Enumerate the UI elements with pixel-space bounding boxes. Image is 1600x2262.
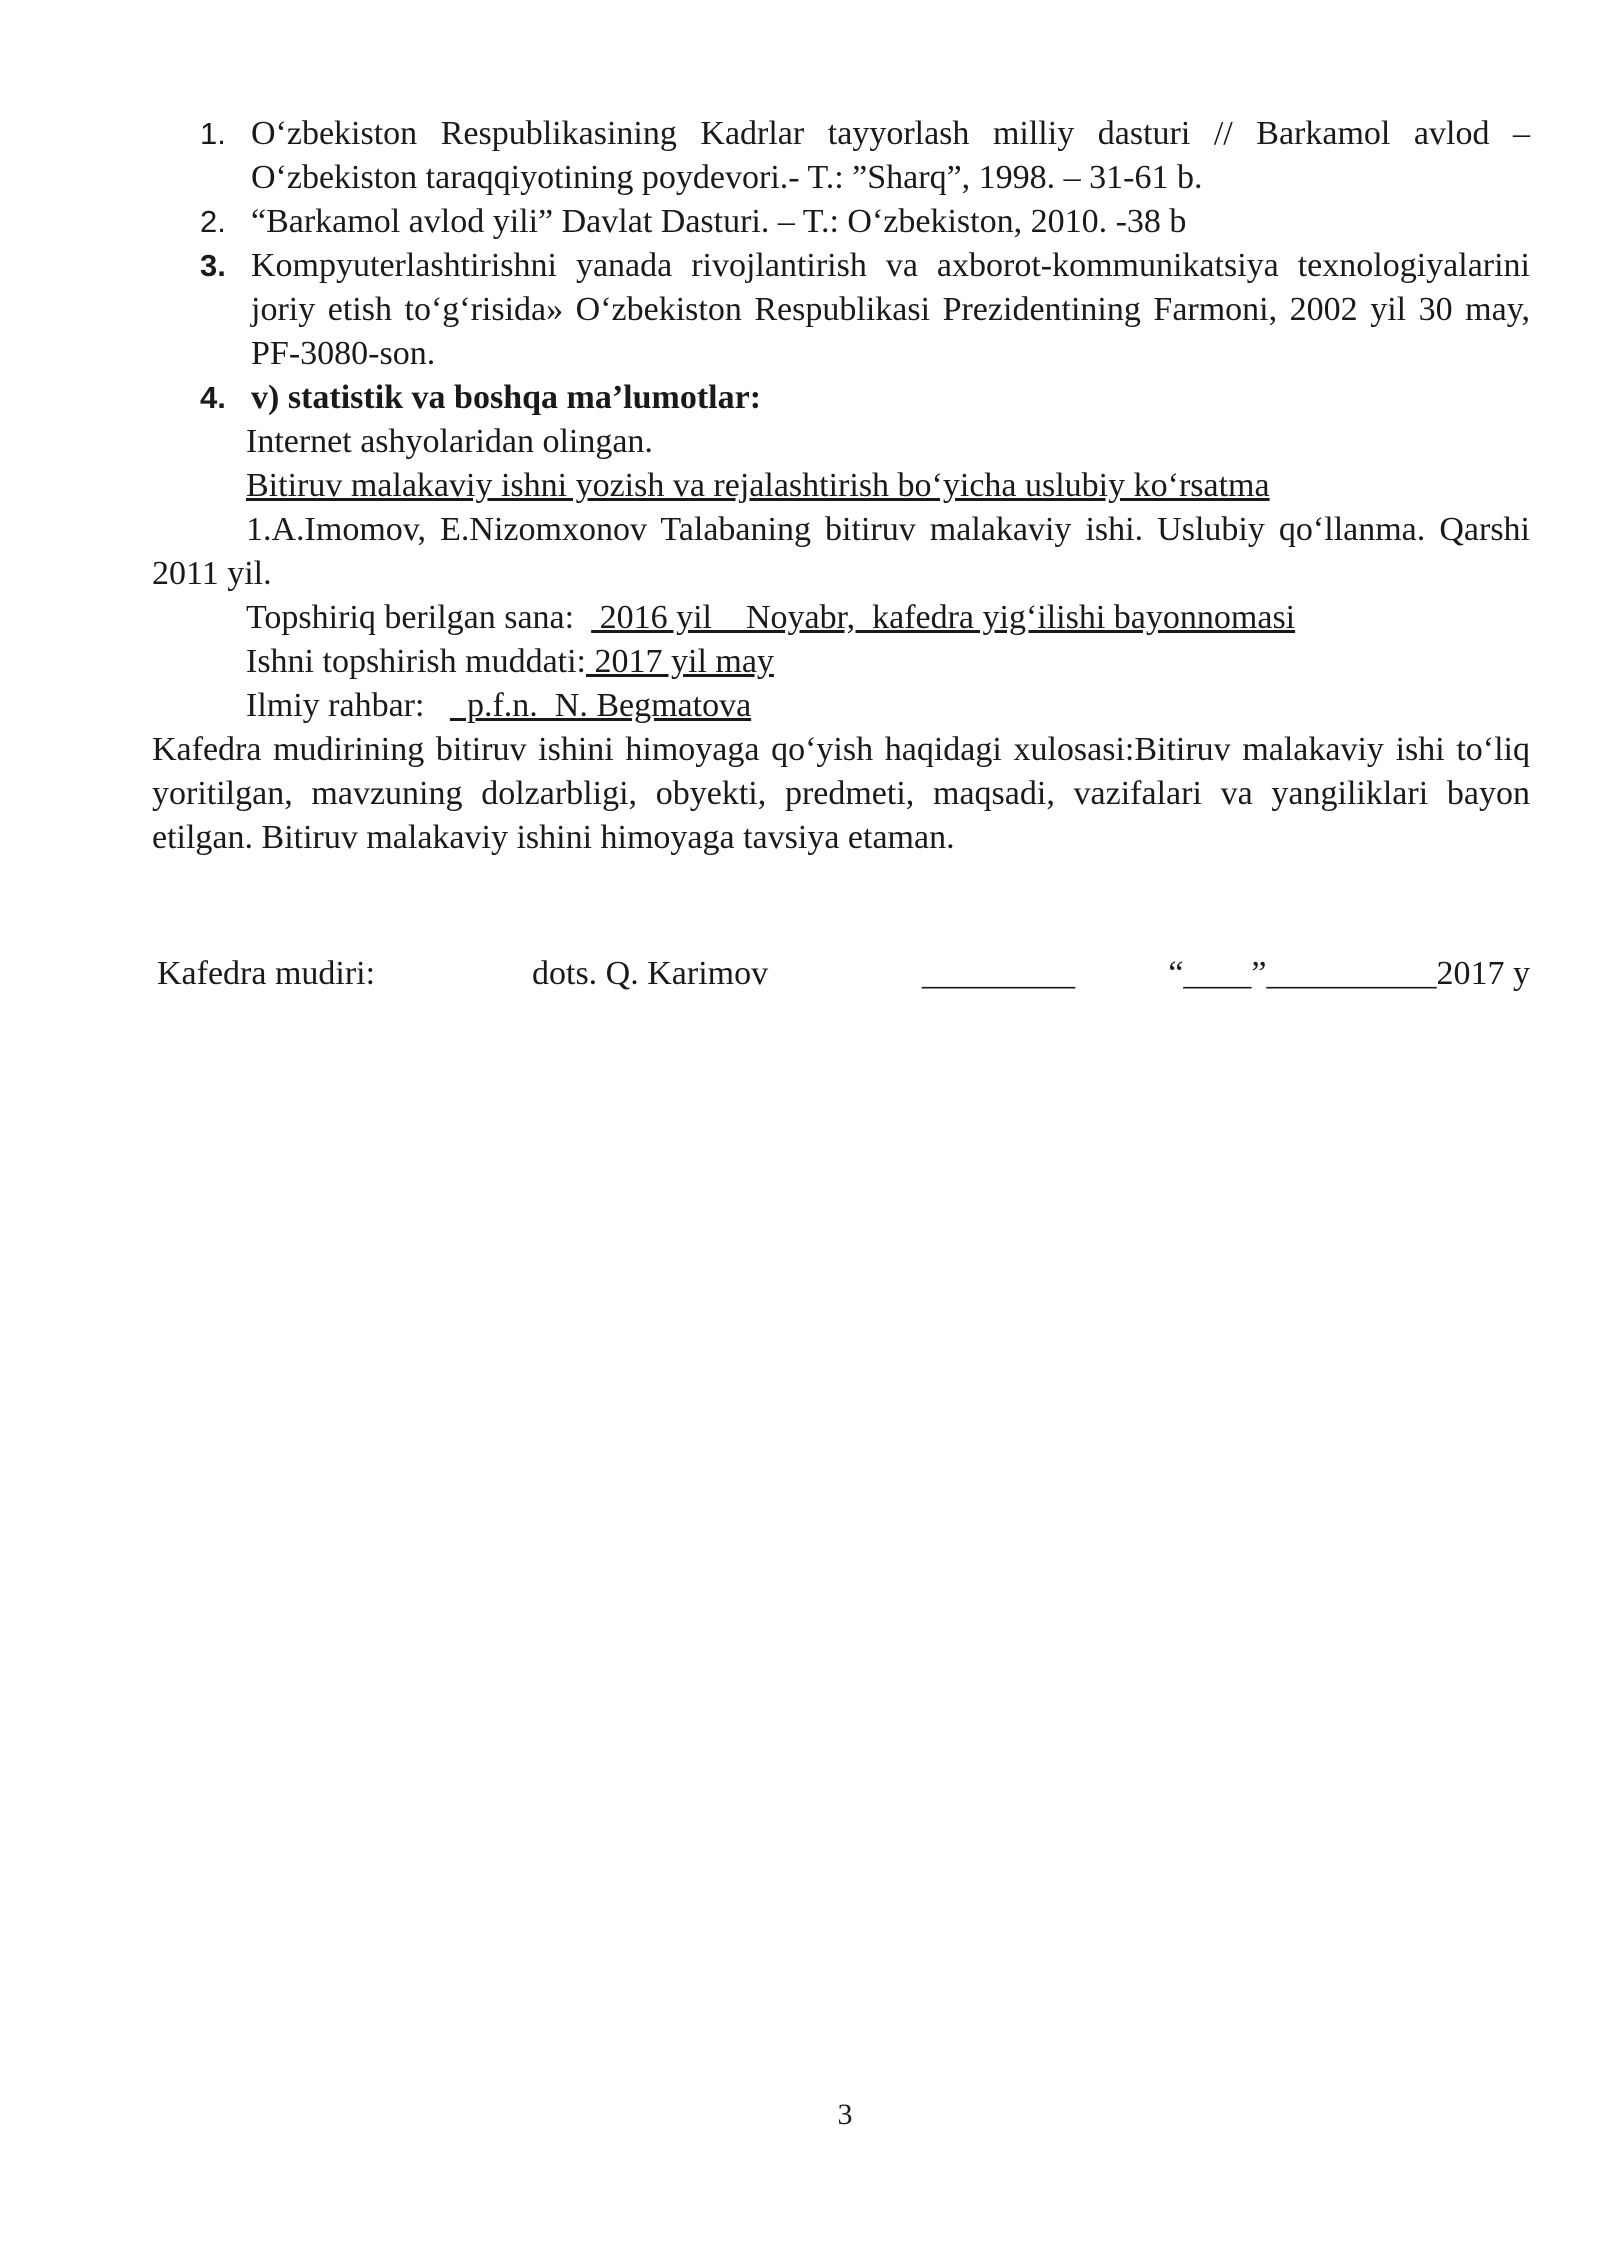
reference-text: Kompyuterlashtirishni yanada rivojlantirish va axborot-kommunikatsiya texnologiyalarini joriy etish to‘g‘risida» O‘zbekiston Respublikasi Prezidentining Farmoni, 2002 yil 30 may, PF-3080-son.: [251, 247, 1530, 372]
reference-text: “Barkamol avlod yili” Davlat Dasturi. – T.: O‘zbekiston, 2010. -38 b: [251, 203, 1187, 240]
assigned-date-label: Topshiriq berilgan sana:: [246, 599, 592, 636]
supervisor-value: p.f.n. N. Begmatova: [449, 687, 752, 724]
section-heading: v) statistik va boshqa ma’lumotlar:: [251, 379, 762, 416]
signature-row: [157, 952, 1530, 996]
signature-label: Kafedra mudiri:: [157, 955, 376, 992]
reference-number: 4.: [200, 380, 226, 415]
assigned-date-value: 2016 yil Noyabr, kafedra yig‘ilishi bayonnomasi: [591, 599, 1296, 636]
signature-name: dots. Q. Karimov: [532, 955, 769, 992]
reference-item-1: [152, 112, 1530, 200]
reference-text: O‘zbekiston Respublikasining Kadrlar tayyorlash milliy dasturi // Barkamol avlod – O‘zbekiston taraqqiyotining poydevori.- T.: ”Sharq”, 1998. – 31-61 b.: [251, 115, 1530, 196]
guide-title: [152, 464, 1530, 508]
deadline-value: 2017 yil may: [586, 643, 774, 680]
department-conclusion: Kafedra mudirining bitiruv ishini himoyaga qo‘yish haqidagi xulosasi:Bitiruv malakaviy ishi to‘liq yoritilgan, mavzuning dolzarbligi, obyekti, predmeti, maqsadi, vazifalari va yangiliklari bayon etilgan. Bitiruv malakaviy ishini himoyaga tavsiya etaman.: [152, 731, 1530, 856]
guide-reference: 1.A.Imomov, E.Nizomxonov Talabaning bitiruv malakaviy ishi. Uslubiy qo‘llanma. Qarshi 2011 yil.: [152, 511, 1530, 592]
supervisor-field: [152, 684, 1530, 728]
signature-date: “____”__________2017 y: [1168, 955, 1530, 992]
assigned-date-field: [152, 596, 1530, 640]
signature-blank: _________: [922, 955, 1075, 992]
reference-item-3: [152, 244, 1530, 376]
guide-title-text: Bitiruv malakaviy ishni yozish va rejalashtirish bo‘yicha uslubiy ko‘rsatma: [246, 467, 1270, 504]
deadline-label: Ishni topshirish muddati:: [246, 643, 586, 680]
reference-number: 3.: [200, 248, 226, 283]
internet-source-line: Internet ashyolaridan olingan.: [246, 423, 653, 460]
deadline-field: [152, 640, 1530, 684]
reference-list: [152, 112, 1530, 420]
reference-item-2: [152, 200, 1530, 244]
document-body: [152, 112, 1530, 860]
reference-number: 1.: [200, 116, 226, 151]
reference-item-4: [152, 376, 1530, 420]
page-number: 3: [837, 2098, 853, 2131]
reference-number: 2.: [200, 204, 226, 239]
supervisor-label: Ilmiy rahbar:: [246, 687, 450, 724]
